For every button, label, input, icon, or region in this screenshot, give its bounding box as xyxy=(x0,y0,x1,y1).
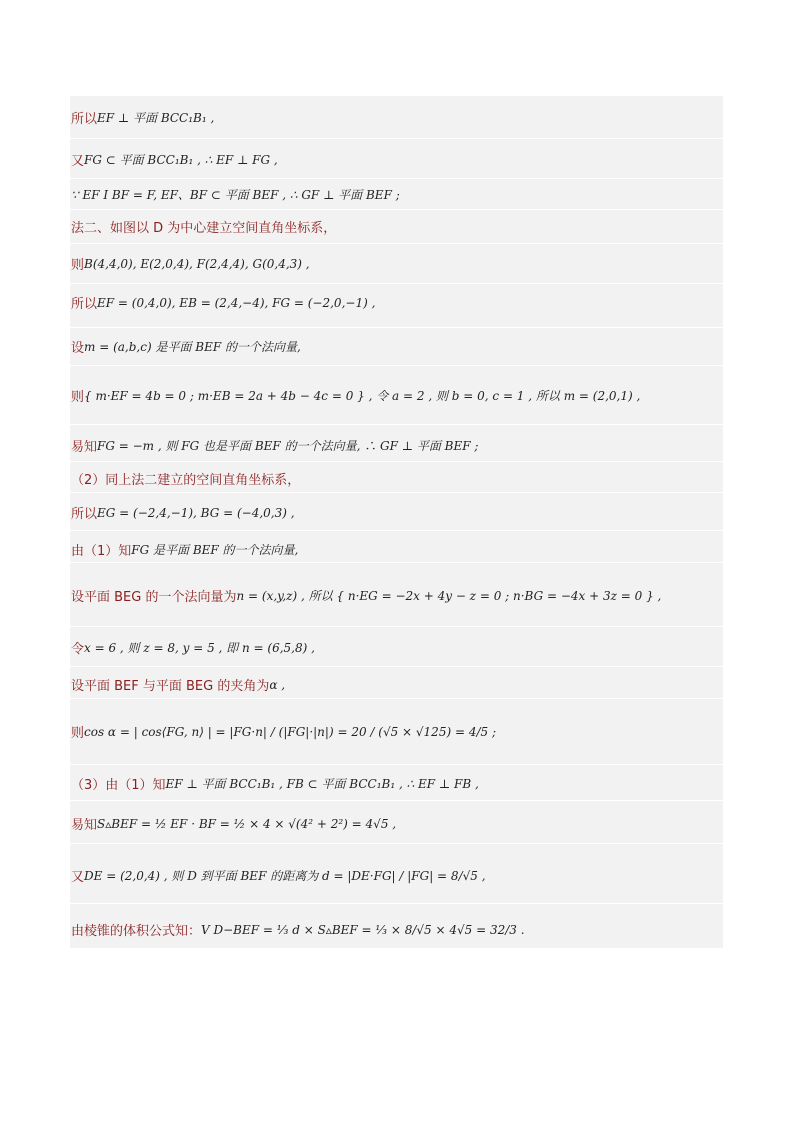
line-math: x = 6 , 则 z = 8, y = 5 , 即 n = (6,5,8) , xyxy=(84,641,315,655)
line-math: EG = (−2,4,−1), BG = (−4,0,3) , xyxy=(97,505,295,520)
line-text: 易知 xyxy=(71,818,98,833)
divider xyxy=(70,530,723,531)
line-text: 则 xyxy=(71,726,85,741)
line-text: 设平面 BEG 的一个法向量为 xyxy=(71,590,237,605)
divider xyxy=(70,461,723,462)
line-text: 则 xyxy=(71,390,85,405)
divider xyxy=(70,492,723,493)
divider xyxy=(70,209,723,210)
solution-line-9 xyxy=(71,436,723,455)
line-math: ∵ EF I BF = F, EF、BF ⊂ 平面 BEF , ∴ GF ⊥ 平面 BEF ; xyxy=(71,188,400,202)
line-math: n = (x,y,z) , 所以 { n·EG = −2x + 4y − z = 0 ; n·BG = −4x + 3z = 0 } , xyxy=(236,589,662,603)
divider xyxy=(70,903,723,904)
line-math: α , xyxy=(269,677,286,692)
divider xyxy=(70,626,723,627)
line-math: V D−BEF = ⅓ d × S▵BEF = ⅓ × 8/√5 × 4√5 = 32/3 . xyxy=(201,922,525,937)
solution-line-17 xyxy=(71,774,723,793)
divider xyxy=(70,365,723,366)
line-text: 所以 xyxy=(71,507,98,522)
solution-line-18 xyxy=(71,814,723,833)
solution-line-12 xyxy=(71,540,723,559)
line-text: 设 xyxy=(71,341,85,356)
divider xyxy=(70,843,723,844)
line-text: 法二、如图以 D 为中心建立空间直角坐标系， xyxy=(71,221,337,236)
divider xyxy=(70,283,723,284)
solution-line-19 xyxy=(71,866,723,885)
divider xyxy=(70,243,723,244)
solution-line-11 xyxy=(71,503,723,522)
line-text: 所以 xyxy=(71,112,98,127)
line-text: 又 xyxy=(71,870,85,885)
line-text: 由（1）知 xyxy=(71,544,132,559)
divider xyxy=(70,138,723,139)
divider xyxy=(70,698,723,699)
line-math: DE = (2,0,4) , 则 D 到平面 BEF 的距离为 d = |DE·FG| / |FG| = 8/√5 , xyxy=(84,869,486,883)
line-text: （2）同上法二建立的空间直角坐标系， xyxy=(71,473,301,488)
solution-line-4 xyxy=(71,217,723,236)
divider xyxy=(70,800,723,801)
solution-line-10 xyxy=(71,469,723,488)
line-text: 设平面 BEF 与平面 BEG 的夹角为 xyxy=(71,679,270,694)
line-math: cos α = | cos⟨FG, n⟩ | = |FG·n| / (|FG|·|n|) = 20 / (√5 × √125) = 4/5 ; xyxy=(84,724,496,739)
line-math: EF ⊥ 平面 BCC₁B₁ , FB ⊂ 平面 BCC₁B₁ , ∴ EF ⊥ FB , xyxy=(165,777,479,791)
divider xyxy=(70,764,723,765)
solution-line-7 xyxy=(71,337,723,356)
divider xyxy=(70,424,723,425)
line-math: EF ⊥ 平面 BCC₁B₁ , xyxy=(97,111,215,125)
line-text: 由棱锥的体积公式知： xyxy=(71,924,202,939)
solution-line-6 xyxy=(71,293,723,312)
solution-line-8 xyxy=(71,386,723,405)
solution-line-5 xyxy=(71,254,723,273)
line-math: { m·EF = 4b = 0 ; m·EB = 2a + 4b − 4c = 0 } , 令 a = 2 , 则 b = 0, c = 1 , 所以 m = (2,0,1) , xyxy=(84,389,641,403)
line-text: 则 xyxy=(71,258,85,273)
divider xyxy=(70,666,723,667)
line-math: FG = −m , 则 FG 也是平面 BEF 的一个法向量, ∴ GF ⊥ 平面 BEF ; xyxy=(97,439,479,453)
line-math: FG 是平面 BEF 的一个法向量, xyxy=(131,543,299,557)
line-text: 所以 xyxy=(71,297,98,312)
line-math: EF = (0,4,0), EB = (2,4,−4), FG = (−2,0,−1) , xyxy=(97,295,376,310)
divider xyxy=(70,178,723,179)
line-math: m = (a,b,c) 是平面 BEF 的一个法向量, xyxy=(84,340,301,354)
line-math: FG ⊂ 平面 BCC₁B₁ , ∴ EF ⊥ FG , xyxy=(84,153,278,167)
solution-line-15 xyxy=(71,675,723,694)
line-math: B(4,4,0), E(2,0,4), F(2,4,4), G(0,4,3) , xyxy=(84,256,310,271)
line-text: 又 xyxy=(71,154,85,169)
line-text: 令 xyxy=(71,642,85,657)
solution-line-13 xyxy=(71,586,723,605)
line-text: 易知 xyxy=(71,440,98,455)
line-math: S▵BEF = ½ EF · BF = ½ × 4 × √(4² + 2²) = 4√5 , xyxy=(97,816,397,831)
solution-line-2 xyxy=(71,150,723,169)
solution-line-14 xyxy=(71,638,723,657)
divider xyxy=(70,562,723,563)
solution-line-16 xyxy=(71,722,723,741)
solution-line-1 xyxy=(71,108,723,127)
solution-line-3 xyxy=(71,186,723,203)
divider xyxy=(70,327,723,328)
line-text: （3）由（1）知 xyxy=(71,778,166,793)
solution-line-20 xyxy=(71,920,723,939)
